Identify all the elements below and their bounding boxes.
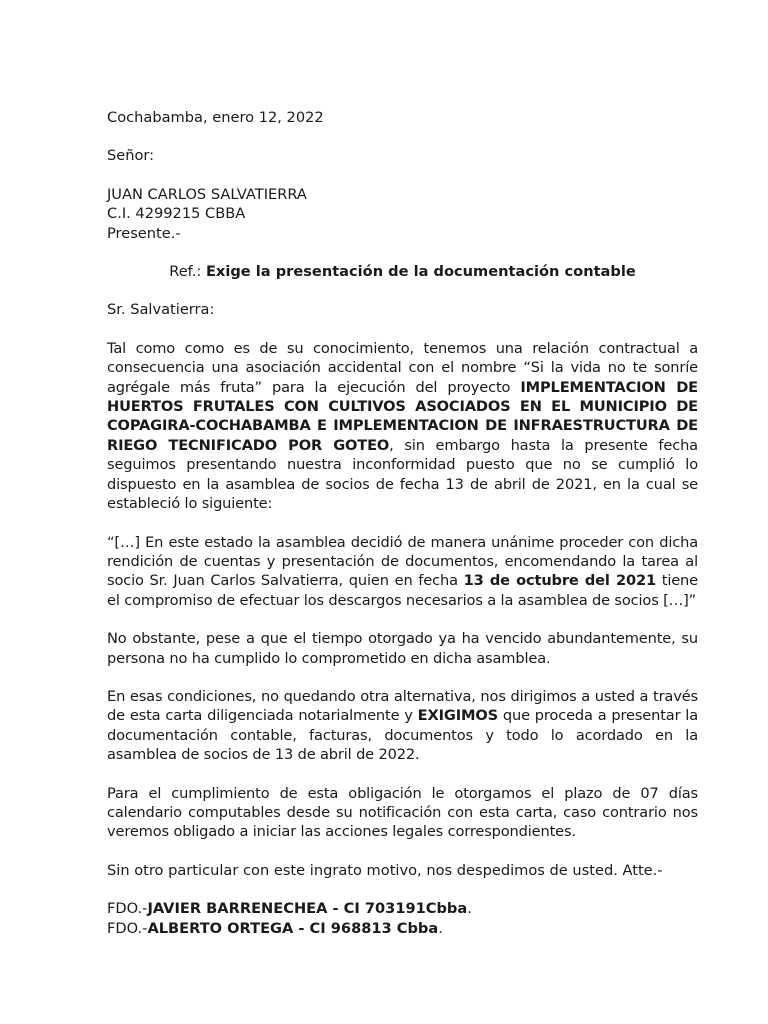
quote-open: “[…] En este estado la asamblea decidió de manera unánime proceder con dicha rendición de cuentas y presentación de documentos, encomendando la tarea al socio Sr. Juan Carlos Salvatierra, quien en fecha <box>107 533 698 590</box>
reference-line <box>107 262 698 281</box>
paragraph-demand-part2: que proceda a presentar la documentación contable, facturas, documentos y todo lo acordado en la asamblea de socios de 13 de abril de 2022. <box>107 707 699 764</box>
closing-line: Sin otro particular con este ingrato motivo, nos despedimos de usted. Atte.- <box>107 861 663 879</box>
paragraph-context-part1: Tal como como es de su conocimiento, tenemos una relación contractual a consecuencia una asociación accidental con el nombre “Si la vida no te sonríe agrégale más fruta” para la ejecución del proyecto <box>107 339 698 396</box>
quote-paragraph <box>107 533 698 611</box>
signature-name: JAVIER BARRENECHEA - CI 703191Cbba <box>147 900 468 918</box>
demand-word: EXIGIMOS <box>417 707 498 725</box>
addressee-block <box>107 185 698 243</box>
signature-block <box>107 899 698 938</box>
reference-label: Ref.: <box>169 263 206 281</box>
paragraph-notwithstanding: No obstante, pese a que el tiempo otorgado ya ha vencido abundantemente, su persona no ha cumplido lo comprometido en dicha asamblea. <box>107 630 698 667</box>
date-line: Cochabamba, enero 12, 2022 <box>107 109 324 126</box>
signature-suffix: . <box>467 900 472 918</box>
project-name: IMPLEMENTACION DE HUERTOS FRUTALES CON CULTIVOS ASOCIADOS EN EL MUNICIPIO DE COPAGIRA-COCHABAMBA E IMPLEMENTACION DE INFRAESTRUCTURA DE RIEGO TECNIFICADO POR GOTEO <box>107 378 698 454</box>
paragraph-context-part2: , sin embargo hasta la presente fecha seguimos presentando nuestra inconformidad puesto que no se cumplió lo dispuesto en la asamblea de socios de fecha 13 de abril de 2021, en la cual se estableció lo siguiente: <box>107 436 698 513</box>
reference-subject: Exige la presentación de la documentación contable <box>205 263 636 281</box>
greeting: Sr. Salvatierra: <box>107 301 215 319</box>
paragraph-context <box>107 339 698 514</box>
signature-name: ALBERTO ORTEGA - CI 968813 Cbba <box>147 919 439 937</box>
quote-close: tiene el compromiso de efectuar los descargos necesarios a la asamblea de socios […]” <box>107 572 698 609</box>
signature-prefix: FDO.- <box>107 900 148 918</box>
addressee-name: JUAN CARLOS SALVATIERRA <box>107 185 307 203</box>
paragraph-demand <box>107 687 698 765</box>
paragraph-deadline: Para el cumplimiento de esta obligación le otorgamos el plazo de 07 días calendario computables desde su notificación con esta carta, caso contrario nos veremos obligado a iniciar las acciones legales correspondientes. <box>107 784 698 841</box>
letter-page <box>107 108 698 938</box>
paragraph-demand-part1: En esas condiciones, no quedando otra alternativa, nos dirigimos a usted a través de esta carta diligenciada notarialmente y <box>107 687 698 725</box>
addressee-ci: C.I. 4299215 CBBA <box>107 205 246 223</box>
quote-date: 13 de octubre del 2021 <box>463 572 656 590</box>
signature-line <box>107 919 698 938</box>
signature-prefix: FDO.- <box>107 919 148 937</box>
signature-line <box>107 899 698 918</box>
addressee-presente: Presente.- <box>107 224 181 242</box>
signature-suffix: . <box>438 919 443 937</box>
salutation: Señor: <box>107 147 155 165</box>
